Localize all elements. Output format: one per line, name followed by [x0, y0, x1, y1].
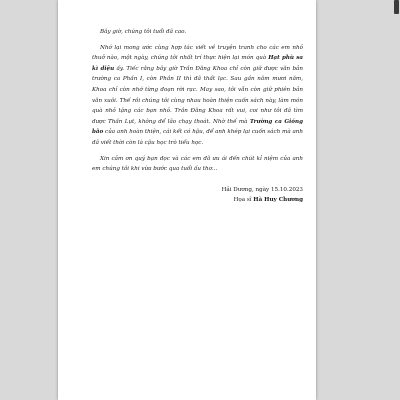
signature-line: [92, 195, 303, 206]
paragraphs-container: [92, 27, 303, 175]
scrollbar-thumb[interactable]: [394, 0, 399, 14]
scrollbar[interactable]: [393, 0, 400, 400]
signature-block: [92, 185, 303, 206]
signature-name: Hà Huy Chương: [253, 197, 303, 204]
paragraph-2: [92, 43, 303, 149]
paragraph-1: [92, 27, 303, 38]
paragraph-text: Xin cảm ơn quý bạn đọc và các em đã ưu ái đến chút kỉ niệm của anh em chúng tôi khi vừa bước qua tuổi ấu thơ...: [92, 155, 303, 173]
paragraph-text: ấy. Tiếc rằng bây giờ Trần Đăng Khoa chỉ còn giữ được văn bản trường ca Phần I, còn Phần II thì đã thất lạc. Sau gần năm mươi năm, Khoa chỉ còn nhớ từng đoạn rời rạc. May sao, tôi vẫn còn giữ phiên bản văn xuôi. Thế rồi chúng tôi cùng nhau hoàn thiện cuốn sách này, làm món quà nhỏ tặng các bạn nhỏ. Trần Đăng Khoa rất vui, coi như tôi đã tìm được Thần Lụt, không để lão chạy thoát. Nhờ thế mà: [92, 65, 303, 125]
book-title-emphasis: Trường ca Gióng bão: [92, 118, 303, 136]
signature-role: Họa sĩ: [233, 197, 254, 204]
paragraph-text: Bây giờ, chúng tôi tuổi đã cao.: [100, 29, 187, 35]
book-title-emphasis: Hạt phù sa kì diệu: [92, 55, 303, 72]
paragraph-text: của anh hoàn thiện, cái kết có hậu, để anh khép lại cuốn sách mà anh đã viết thời còn là cậu học trò tiểu học.: [92, 129, 303, 146]
paragraph-3: [92, 154, 303, 175]
signature-place-date: Hải Dương, ngày 15.10.2023: [221, 186, 303, 193]
paragraph-text: Nhớ lại mong ước cùng hợp tác viết về truyện tranh cho các em nhỏ thuở nào, một ngày, chúng tôi nhất trí thực hiện lại món quà: [92, 44, 303, 62]
document-body: [92, 27, 303, 206]
